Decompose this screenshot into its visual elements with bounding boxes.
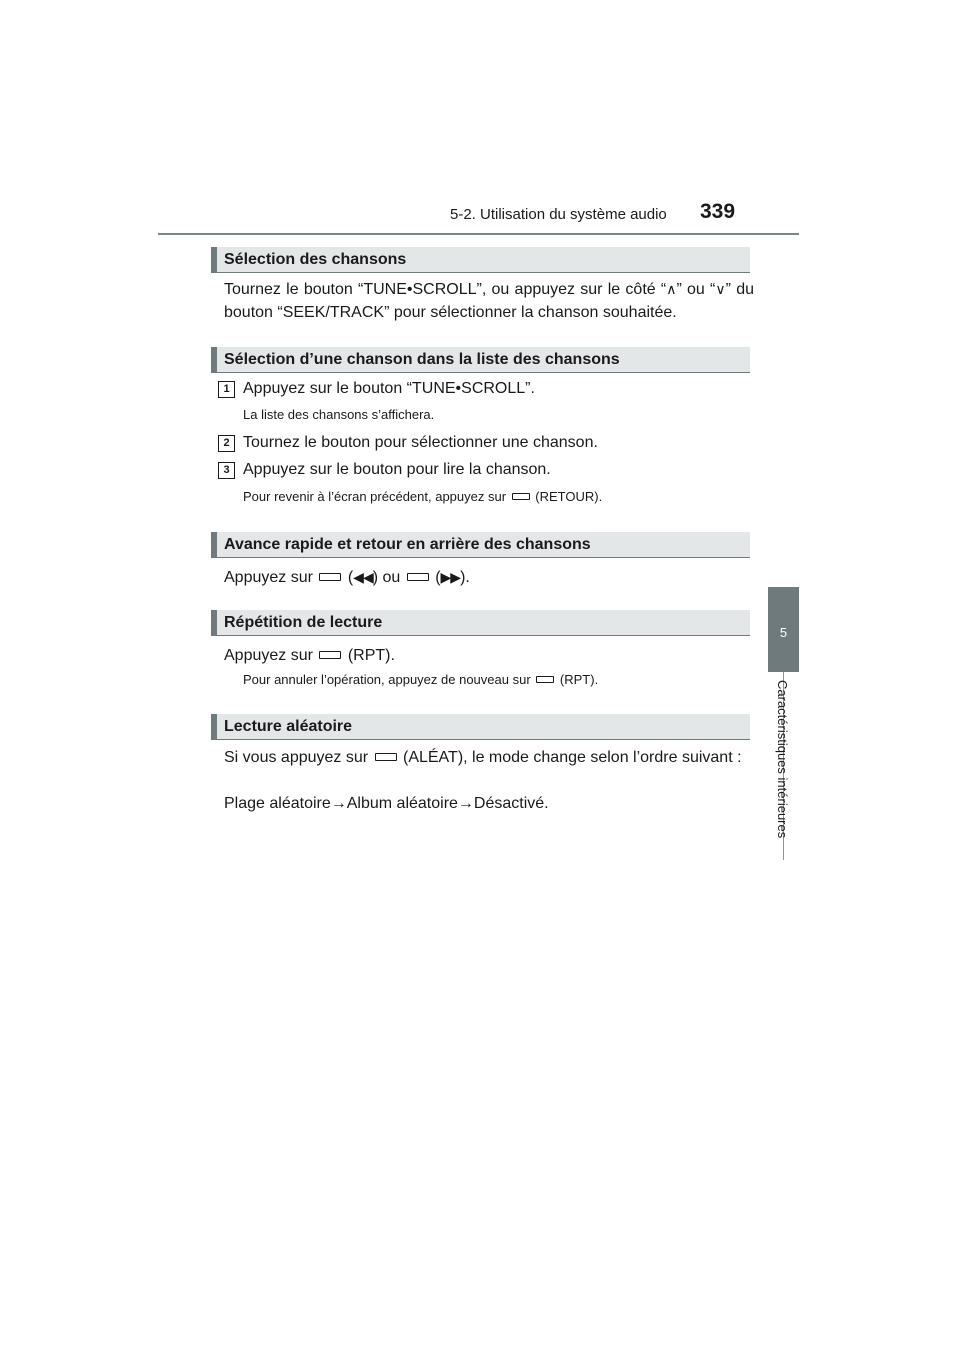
- step-text-2: Tournez le bouton pour sélectionner une chanson.: [243, 434, 598, 451]
- chapter-header: 5-2. Utilisation du système audio: [450, 206, 667, 223]
- button-icon: [319, 651, 341, 659]
- note-cancel-repeat: [243, 672, 598, 687]
- body-text: Tournez le bouton “TUNE•SCROLL”, ou appuyez sur le côté “: [224, 281, 667, 298]
- note-list-display: La liste des chansons s’affichera.: [243, 407, 435, 422]
- note-text: (RPT).: [559, 672, 599, 687]
- body-text: Appuyez sur: [224, 569, 313, 586]
- body-text: Appuyez sur: [224, 647, 313, 664]
- chapter-tab-label: Caractéristiques intérieures: [775, 680, 790, 839]
- button-icon: [407, 573, 429, 581]
- note-text: Pour revenir à l’écran précédent, appuyez sur: [243, 489, 507, 504]
- body-text: (ALÉAT), le mode change selon l’ordre suivant :: [402, 749, 742, 766]
- right-arrow-icon: →: [330, 795, 347, 812]
- section-body-song-selection: [224, 278, 754, 324]
- mode-label: Album aléatoire: [346, 795, 458, 812]
- section-body-shuffle: [224, 746, 754, 769]
- section-body-fast-forward: Appuyez sur (◀◀) ou (▶▶).: [224, 566, 754, 589]
- section-heading-text: Avance rapide et retour en arrière des chansons: [224, 536, 591, 553]
- section-heading-text: Lecture aléatoire: [224, 718, 353, 735]
- step-number-2: 2: [218, 435, 235, 452]
- note-return: [243, 489, 602, 504]
- section-heading-repeat: [211, 610, 750, 636]
- section-heading-song-list: [211, 347, 750, 373]
- step-text-1: Appuyez sur le bouton “TUNE•SCROLL”.: [243, 380, 535, 397]
- button-icon: [536, 676, 554, 683]
- rewind-icon: ◀◀: [353, 569, 373, 585]
- step-number-1: 1: [218, 381, 235, 398]
- mode-label: Désactivé.: [473, 795, 549, 812]
- right-arrow-icon: →: [457, 795, 474, 812]
- button-icon: [512, 493, 530, 500]
- step-number-3: 3: [218, 462, 235, 479]
- section-body-repeat: [224, 644, 754, 667]
- fast-forward-icon: ▶▶: [440, 569, 461, 585]
- body-text: (RPT).: [347, 647, 395, 664]
- up-caret-icon: ∧: [666, 281, 677, 297]
- body-text: ” du bouton “SEEK/TRACK” pour sélectionner la chanson souhaitée.: [224, 281, 754, 321]
- section-heading-text: Sélection des chansons: [224, 251, 407, 268]
- section-heading-shuffle: [211, 714, 750, 740]
- button-icon: [319, 573, 341, 581]
- section-heading-text: Répétition de lecture: [224, 614, 383, 631]
- note-text: Pour annuler l’opération, appuyez de nouveau sur: [243, 672, 531, 687]
- shuffle-mode-sequence: [224, 792, 754, 815]
- step-text-3: Appuyez sur le bouton pour lire la chanson.: [243, 461, 551, 478]
- header-divider: [158, 233, 799, 235]
- body-text: ou: [382, 569, 401, 586]
- down-caret-icon: ∨: [715, 281, 726, 297]
- body-text: ” ou “: [676, 281, 716, 298]
- section-heading-fast-forward: [211, 532, 750, 558]
- chapter-tab-number: 5: [779, 625, 788, 640]
- note-text: (RETOUR).: [535, 489, 603, 504]
- body-text: Si vous appuyez sur: [224, 749, 369, 766]
- chapter-tab: [768, 587, 799, 672]
- section-heading-song-selection: [211, 247, 750, 273]
- page-number: 339: [700, 200, 736, 223]
- mode-label: Plage aléatoire: [224, 795, 331, 812]
- button-icon: [375, 753, 397, 761]
- section-heading-text: Sélection d’une chanson dans la liste des chansons: [224, 351, 620, 368]
